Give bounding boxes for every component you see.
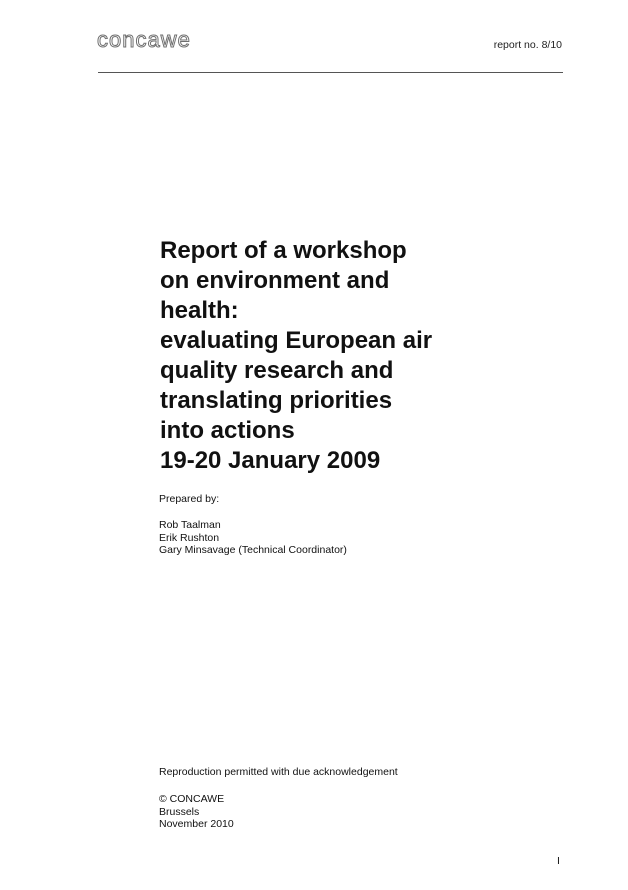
concawe-logo: concawe bbox=[97, 27, 191, 52]
header-divider bbox=[98, 72, 563, 73]
title-line: evaluating European air bbox=[160, 327, 433, 354]
title-line: Report of a workshop bbox=[160, 237, 407, 264]
author-name: Rob Taalman bbox=[159, 519, 221, 531]
title-line: translating priorities bbox=[160, 387, 393, 414]
author-list bbox=[159, 519, 347, 557]
title-line: quality research and bbox=[160, 357, 394, 384]
author-name: Gary Minsavage (Technical Coordinator) bbox=[159, 544, 347, 556]
author-name: Erik Rushton bbox=[159, 531, 220, 544]
date-line: November 2010 bbox=[159, 818, 234, 830]
page-number: I bbox=[557, 855, 560, 867]
title-line: on environment and bbox=[160, 267, 390, 294]
publisher-imprint bbox=[159, 793, 234, 831]
city-line: Brussels bbox=[159, 805, 200, 818]
report-title bbox=[160, 236, 480, 476]
reproduction-notice: Reproduction permitted with due acknowledgement bbox=[159, 766, 398, 778]
title-line: health: bbox=[160, 297, 239, 324]
title-line: into actions bbox=[160, 417, 295, 444]
title-line: 19-20 January 2009 bbox=[160, 447, 381, 474]
report-number: report no. 8/10 bbox=[493, 39, 562, 51]
copyright-line: © CONCAWE bbox=[159, 793, 225, 805]
prepared-by-label: Prepared by: bbox=[159, 493, 220, 505]
